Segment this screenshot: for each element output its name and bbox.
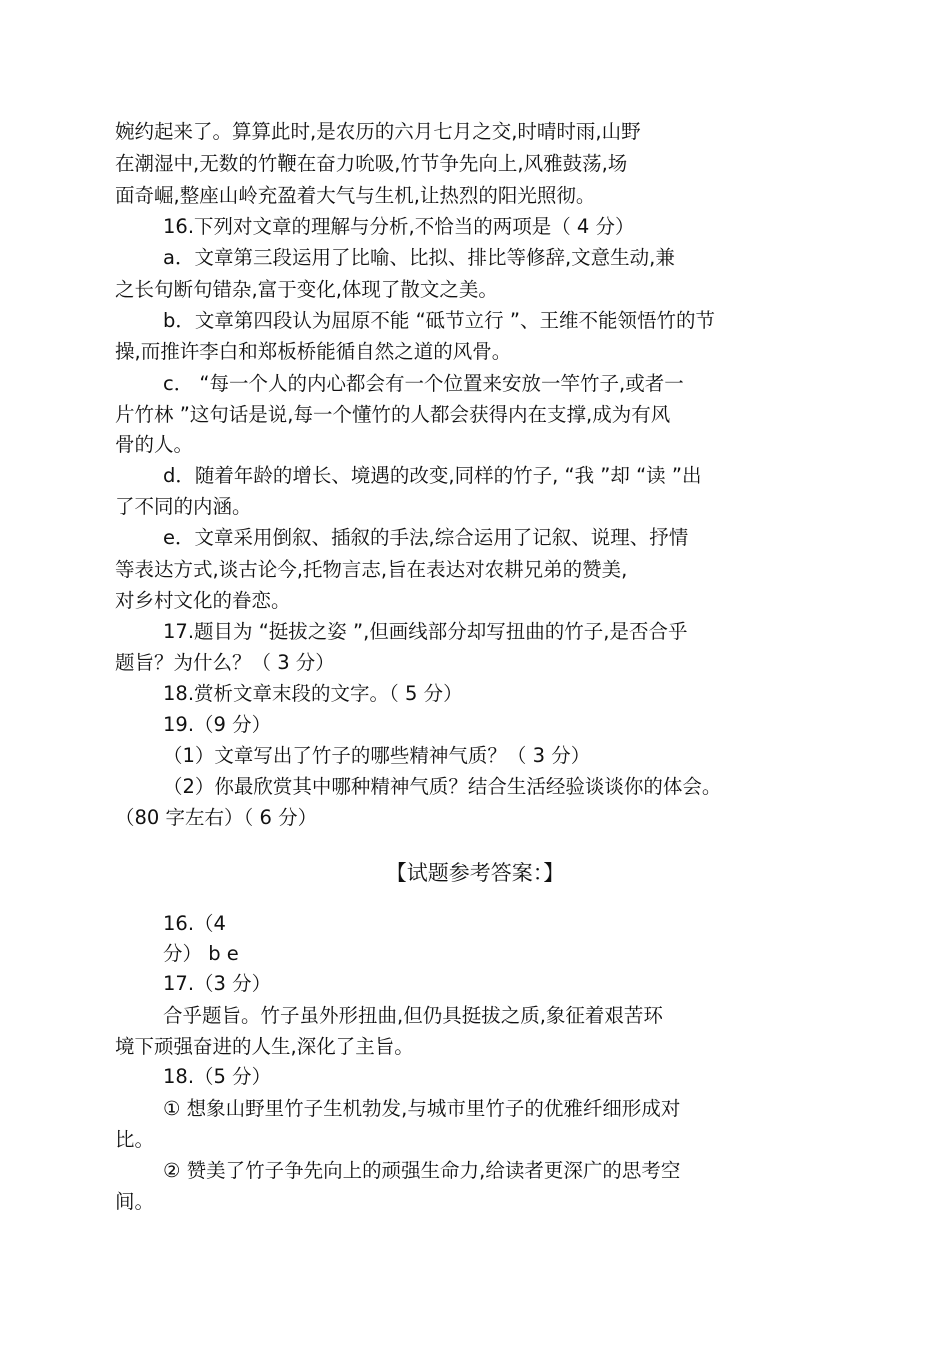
option-c-line: 片竹林 ”这句话是说,每一个懂竹的人都会获得内在支撑,成为有风	[115, 403, 671, 426]
question-17-line: 题旨？为什么？（ 3 分）	[115, 651, 335, 674]
answer-16-line: 分） b e	[163, 942, 239, 965]
question-19-part-1: （1）文章写出了竹子的哪些精神气质？（ 3 分）	[163, 744, 591, 767]
passage-line: 面奇崛,整座山岭充盈着大气与生机,让热烈的阳光照彻。	[115, 184, 596, 207]
question-16-stem: 16.下列对文章的理解与分析,不恰当的两项是（ 4 分）	[163, 215, 635, 238]
option-d-line: 了不同的内涵。	[115, 495, 252, 518]
question-19-part-2: （2）你最欣赏其中哪种精神气质？结合生活经验谈谈你的体会。	[163, 775, 722, 798]
option-d-line: d．随着年龄的增长、境遇的改变,同样的竹子, “我 ”却 “读 ”出	[163, 464, 702, 487]
answer-16-line: 16.（4	[163, 912, 226, 935]
option-a-line: 之长句断句错杂,富于变化,体现了散文之美。	[115, 278, 498, 301]
question-17-line: 17.题目为 “挺拔之姿 ”,但画线部分却写扭曲的竹子,是否合乎	[163, 620, 688, 643]
answer-17-text: 境下顽强奋进的人生,深化了主旨。	[115, 1035, 414, 1058]
option-b-line: 操,而推许李白和郑板桥能循自然之道的风骨。	[115, 340, 512, 363]
question-18: 18.赏析文章末段的文字。（ 5 分）	[163, 682, 463, 705]
option-e-line: e．文章采用倒叙、插叙的手法,综合运用了记叙、说理、抒情	[163, 526, 689, 549]
answer-18-point-1: ① 想象山野里竹子生机勃发,与城市里竹子的优雅纤细形成对	[163, 1097, 681, 1120]
option-c-line: 骨的人。	[115, 433, 194, 456]
option-e-line: 等表达方式,谈古论今,托物言志,旨在表达对农耕兄弟的赞美,	[115, 558, 628, 581]
answers-heading: 【试题参考答案：】	[385, 861, 565, 885]
question-19-stem: 19.（9 分）	[163, 713, 272, 736]
option-a-line: a．文章第三段运用了比喻、比拟、排比等修辞,文意生动,兼	[163, 246, 675, 269]
option-b-line: b．文章第四段认为屈原不能 “砥节立行 ”、王维不能领悟竹的节	[163, 309, 715, 332]
passage-line: 婉约起来了。算算此时,是农历的六月七月之交,时晴时雨,山野	[115, 120, 641, 143]
option-c-line: c． “每一个人的内心都会有一个位置来安放一竿竹子,或者一	[163, 372, 684, 395]
answer-17-text: 合乎题旨。竹子虽外形扭曲,但仍具挺拔之质,象征着艰苦环	[163, 1004, 663, 1027]
option-e-line: 对乡村文化的眷恋。	[115, 589, 291, 612]
answer-18-label: 18.（5 分）	[163, 1065, 272, 1088]
passage-line: 在潮湿中,无数的竹鞭在奋力吮吸,竹节争先向上,风雅鼓荡,场	[115, 152, 628, 175]
answer-18-point-2: ② 赞美了竹子争先向上的顽强生命力,给读者更深广的思考空	[163, 1159, 681, 1182]
answer-18-point-2: 间。	[115, 1190, 155, 1213]
question-19-part-2: （80 字左右）（ 6 分）	[115, 806, 318, 829]
answer-18-point-1: 比。	[115, 1128, 155, 1151]
answer-17-label: 17.（3 分）	[163, 972, 272, 995]
